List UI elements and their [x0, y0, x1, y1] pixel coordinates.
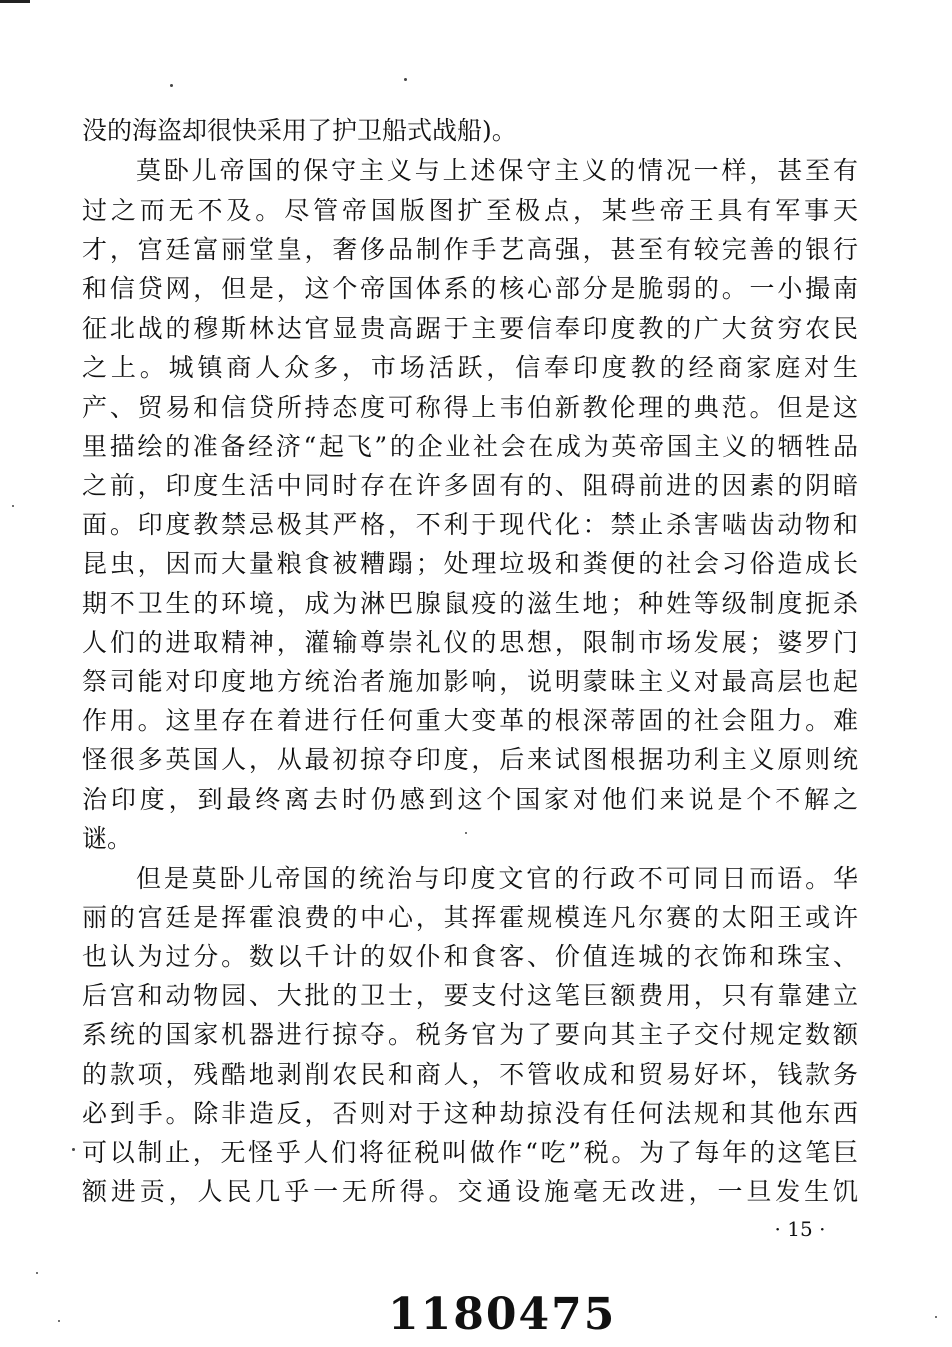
text-line: 莫卧儿帝国的保守主义与上述保守主义的情况一样，甚至有 — [136, 156, 858, 185]
text-line: 祭司能对印度地方统治者施加影响，说明蒙昧主义对最高层也起 — [82, 667, 858, 696]
text-line: 但是莫卧儿帝国的统治与印度文官的行政不可同日而语。华 — [136, 864, 858, 893]
scan-speck — [170, 84, 173, 87]
text-line: 系统的国家机器进行掠夺。税务官为了要向其主子交付规定数额 — [82, 1020, 858, 1049]
text-line: 期不卫生的环境，成为淋巴腺鼠疫的滋生地；种姓等级制度扼杀 — [82, 589, 858, 618]
text-line: 征北战的穆斯林达官显贵高踞于主要信奉印度教的广大贫穷农民 — [82, 314, 858, 343]
text-line: 昆虫，因而大量粮食被糟蹋；处理垃圾和粪便的社会习俗造成长 — [82, 549, 858, 578]
text-line: 丽的宫廷是挥霍浪费的中心，其挥霍规模连凡尔赛的太阳王或许 — [82, 903, 858, 932]
text-line: 可以制止，无怪乎人们将征税叫做作“吃”税。为了每年的这笔巨 — [82, 1138, 858, 1167]
text-line: 才，宫廷富丽堂皇，奢侈品制作手艺高强，甚至有较完善的银行 — [82, 235, 858, 264]
scan-speck — [12, 505, 14, 507]
page-number: · 15 · — [774, 1217, 826, 1241]
text-line: 过之而无不及。尽管帝国版图扩至极点，某些帝王具有军事天 — [82, 196, 858, 225]
text-line: 没的海盗却很快采用了护卫船式战船)。 — [82, 116, 517, 145]
text-line: 额进贡，人民几乎一无所得。交通设施毫无改进，一旦发生饥 — [82, 1177, 858, 1206]
text-line: 必到手。除非造反，否则对于这种劫掠没有任何法规和其他东西 — [82, 1099, 858, 1128]
scan-speck — [58, 1320, 60, 1322]
text-line: 人们的进取精神，灌输尊崇礼仪的思想，限制市场发展；婆罗门 — [82, 628, 858, 657]
text-line: 产、贸易和信贷所持态度可称得上韦伯新教伦理的典范。但是这 — [82, 393, 858, 422]
text-line: 谜。 — [82, 824, 133, 853]
text-line: 也认为过分。数以千计的奴仆和食客、价值连城的衣饰和珠宝、 — [82, 942, 858, 971]
text-line: 里描绘的准备经济“起飞”的企业社会在成为英帝国主义的牺牲品 — [82, 432, 858, 461]
scan-speck — [465, 832, 467, 834]
text-line: 面。印度教禁忌极其严格，不利于现代化：禁止杀害啮齿动物和 — [82, 510, 858, 539]
scan-edge-mark — [0, 0, 30, 3]
text-line: 治印度，到最终离去时仍感到这个国家对他们来说是个不解之 — [82, 785, 858, 814]
text-line: 的款项，残酷地剥削农民和商人，不管收成和贸易好坏，钱款务 — [82, 1060, 858, 1089]
scan-speck — [36, 1272, 38, 1274]
text-line: 作用。这里存在着进行任何重大变革的根深蒂固的社会阻力。难 — [82, 706, 858, 735]
text-line: 之前，印度生活中同时存在许多固有的、阻碍前进的因素的阴暗 — [82, 471, 858, 500]
stamp-number: 1180475 — [388, 1289, 617, 1340]
scan-speck — [72, 1148, 75, 1151]
scan-speck — [935, 1316, 937, 1318]
text-line: 之上。城镇商人众多，市场活跃，信奉印度教的经商家庭对生 — [82, 353, 858, 382]
scan-speck — [404, 78, 407, 81]
text-line: 怪很多英国人，从最初掠夺印度，后来试图根据功利主义原则统 — [82, 745, 858, 774]
text-line: 后宫和动物园、大批的卫士，要支付这笔巨额费用，只有靠建立 — [82, 981, 858, 1010]
text-line: 和信贷网，但是，这个帝国体系的核心部分是脆弱的。一小撮南 — [82, 274, 858, 303]
